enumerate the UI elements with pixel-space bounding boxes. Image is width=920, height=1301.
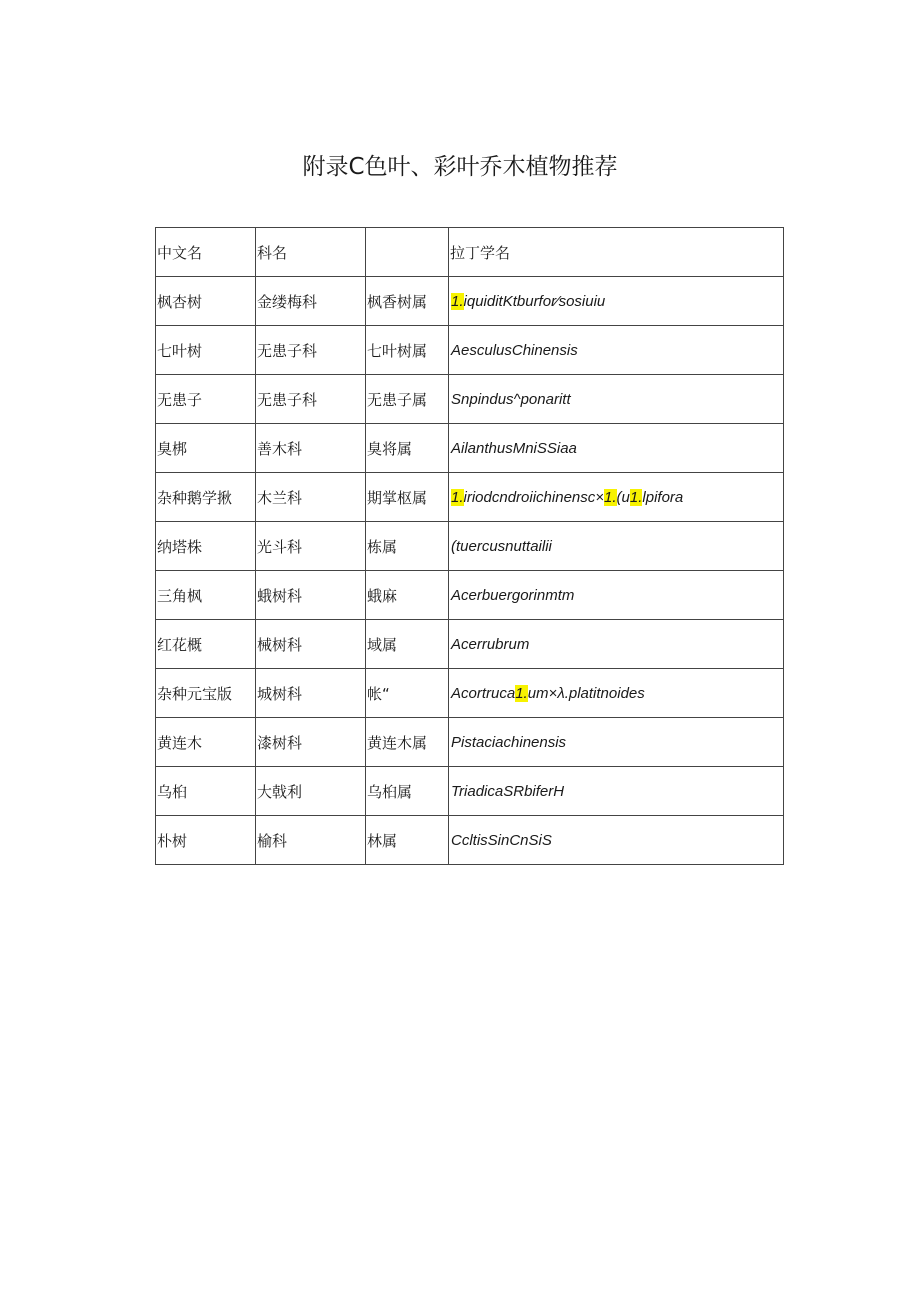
table-row [156,424,784,473]
table-row [156,277,784,326]
cell-latin-name [449,669,784,718]
latin-text: (u [616,488,630,506]
table-row [156,571,784,620]
cell-genus: 蛾麻 [366,571,449,620]
table-row [156,767,784,816]
cell-family: 金缕梅科 [256,277,366,326]
header-genus [366,228,449,277]
cell-family: 光斗科 [256,522,366,571]
highlight-mark: 1. [604,488,617,506]
cell-chinese-name: 枫杏树 [156,277,256,326]
latin-text: iquiditKtburfor⁄sosiuiu [463,292,606,310]
table-row [156,620,784,669]
cell-family: 械树科 [256,620,366,669]
cell-chinese-name: 朴树 [156,816,256,865]
cell-chinese-name: 纳塔株 [156,522,256,571]
table-row [156,326,784,375]
cell-family: 善木科 [256,424,366,473]
cell-family: 无患子科 [256,326,366,375]
cell-genus: 臭将属 [366,424,449,473]
cell-genus: 域属 [366,620,449,669]
cell-family: 榆科 [256,816,366,865]
cell-chinese-name: 杂种元宝版 [156,669,256,718]
cell-latin-name: TriadicaSRbiferH [449,767,784,816]
cell-chinese-name: 无患子 [156,375,256,424]
header-latin-name: 拉丁学名 [449,228,784,277]
cell-chinese-name: 乌桕 [156,767,256,816]
table-row [156,816,784,865]
latin-text: iriodcndroiichinensc× [463,488,605,506]
plant-table [155,227,784,865]
table-row [156,718,784,767]
latin-text: Acortruca [451,684,516,702]
cell-genus: 帐“ [366,669,449,718]
cell-chinese-name: 杂种鹅学揪 [156,473,256,522]
cell-genus: 乌桕属 [366,767,449,816]
highlight-mark: 1. [451,488,464,506]
cell-family: 漆树科 [256,718,366,767]
table-row [156,375,784,424]
cell-genus: 栋属 [366,522,449,571]
cell-genus: 期掌枢属 [366,473,449,522]
cell-latin-name: Snpindus^ponaritt [449,375,784,424]
latin-text: um×λ.platitnoides [527,684,645,702]
highlight-mark: 1. [629,488,643,506]
cell-latin-name: CcltisSinCnSiS [449,816,784,865]
cell-genus: 黄连木属 [366,718,449,767]
cell-chinese-name: 臭梆 [156,424,256,473]
cell-latin-name: (tuercusnuttailii [449,522,784,571]
cell-latin-name: Acerrubrum [449,620,784,669]
cell-latin-name [449,277,784,326]
header-chinese-name: 中文名 [156,228,256,277]
cell-genus: 枫香树属 [366,277,449,326]
highlight-mark: 1. [451,292,464,310]
cell-chinese-name: 三角枫 [156,571,256,620]
page-title: 附录C色叶、彩叶乔木植物推荐 [302,154,618,180]
table-header-row [156,228,784,277]
cell-family: 城树科 [256,669,366,718]
cell-latin-name: Acerbuergorinmtm [449,571,784,620]
cell-chinese-name: 黄连木 [156,718,256,767]
latin-text: lpifora [642,488,684,506]
highlight-mark: 1. [515,684,528,702]
cell-family: 蛾树科 [256,571,366,620]
cell-latin-name [449,473,784,522]
cell-family: 无患子科 [256,375,366,424]
table-row [156,522,784,571]
cell-latin-name: AilanthusMniSSiaa [449,424,784,473]
cell-family: 木兰科 [256,473,366,522]
table-row [156,473,784,522]
cell-genus: 无患子属 [366,375,449,424]
cell-genus: 林属 [366,816,449,865]
cell-family: 大戟利 [256,767,366,816]
table-row [156,669,784,718]
cell-chinese-name: 红花概 [156,620,256,669]
cell-latin-name: AesculusChinensis [449,326,784,375]
header-family: 科名 [256,228,366,277]
cell-latin-name: Pistaciachinensis [449,718,784,767]
cell-genus: 七叶树属 [366,326,449,375]
cell-chinese-name: 七叶树 [156,326,256,375]
